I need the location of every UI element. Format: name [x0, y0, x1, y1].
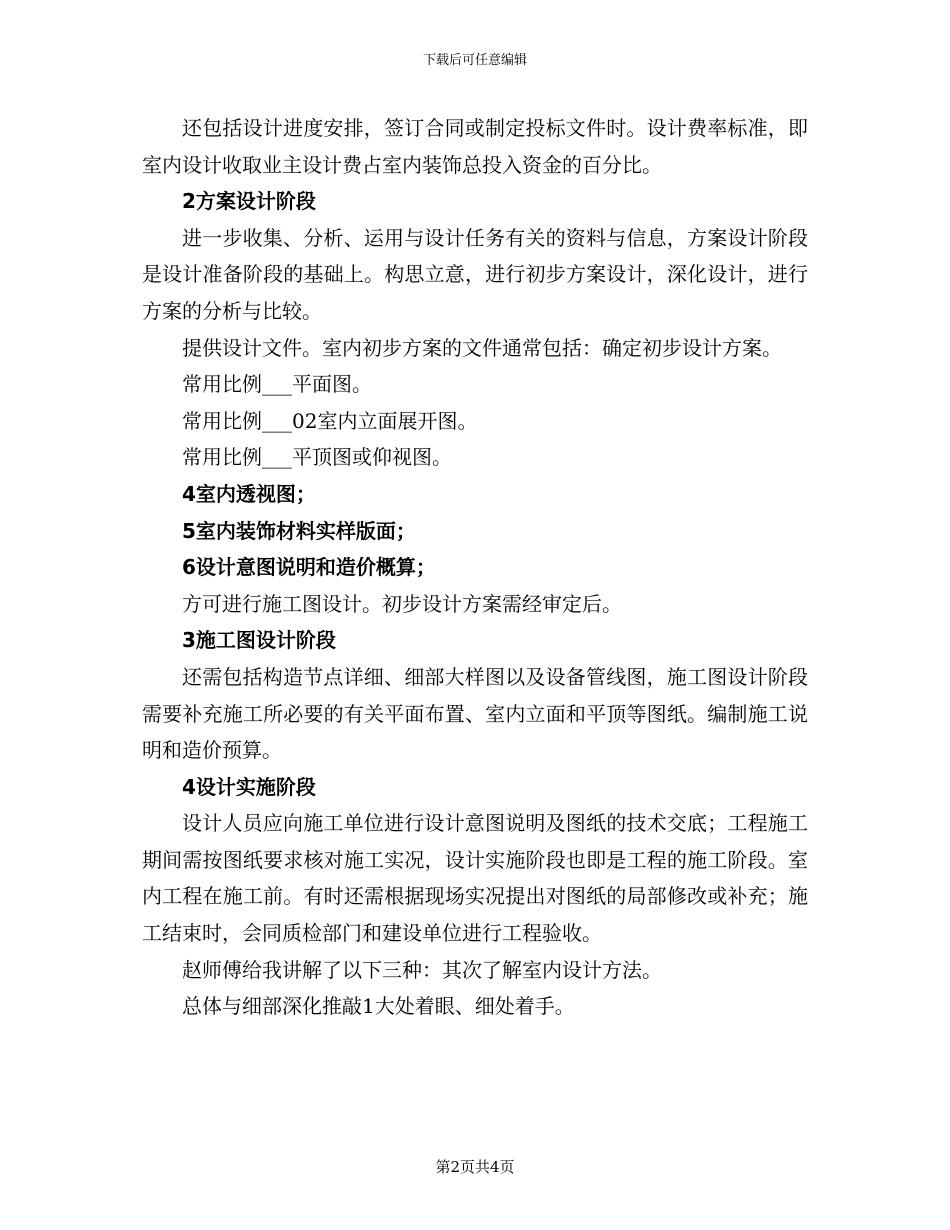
paragraph: 还需包括构造节点详细、细部大样图以及设备管线图，施工图设计阶段需要补充施工所必要的有关平面布置、室内立面和平顶等图纸。编制施工说明和造价预算。 [142, 664, 808, 763]
section-heading: 4设计实施阶段 [182, 774, 316, 799]
document-body [142, 110, 808, 1025]
page-footer: 第2页共4页 [435, 1158, 515, 1176]
section-heading: 3施工图设计阶段 [182, 628, 336, 653]
paragraph: 常用比例___02室内立面展开图。 [182, 408, 478, 433]
paragraph: 总体与细部深化推敲1大处着眼、细处着手。 [182, 994, 575, 1019]
paragraph: 常用比例___平面图。 [182, 372, 372, 397]
paragraph: 常用比例___平顶图或仰视图。 [182, 445, 452, 470]
section-heading: 2方案设计阶段 [182, 189, 316, 214]
page-header: 下载后可任意编辑 [422, 53, 527, 68]
paragraph: 还包括设计进度安排，签订合同或制定投标文件时。设计费率标准，即室内设计收取业主设计费占室内装饰总投入资金的百分比。 [142, 116, 808, 177]
list-heading: 4室内透视图； [182, 481, 316, 506]
paragraph: 赵师傅给我讲解了以下三种：其次了解室内设计方法。 [182, 957, 662, 982]
list-heading: 6设计意图说明和造价概算； [182, 555, 436, 580]
paragraph: 设计人员应向施工单位进行设计意图说明及图纸的技术交底；工程施工期间需按图纸要求核对施工实况，设计实施阶段也即是工程的施工阶段。室内工程在施工前。有时还需根据现场实况提出对图纸的局部修改或补充；施工结束时，会同质检部门和建设单位进行工程验收。 [142, 811, 808, 946]
paragraph: 提供设计文件。室内初步方案的文件通常包括：确定初步设计方案。 [182, 335, 782, 360]
paragraph: 方可进行施工图设计。初步设计方案需经审定后。 [182, 591, 622, 616]
paragraph: 进一步收集、分析、运用与设计任务有关的资料与信息，方案设计阶段是设计准备阶段的基础上。构思立意，进行初步方案设计，深化设计，进行方案的分析与比较。 [142, 225, 808, 323]
list-heading: 5室内装饰材料实样版面； [182, 518, 416, 543]
